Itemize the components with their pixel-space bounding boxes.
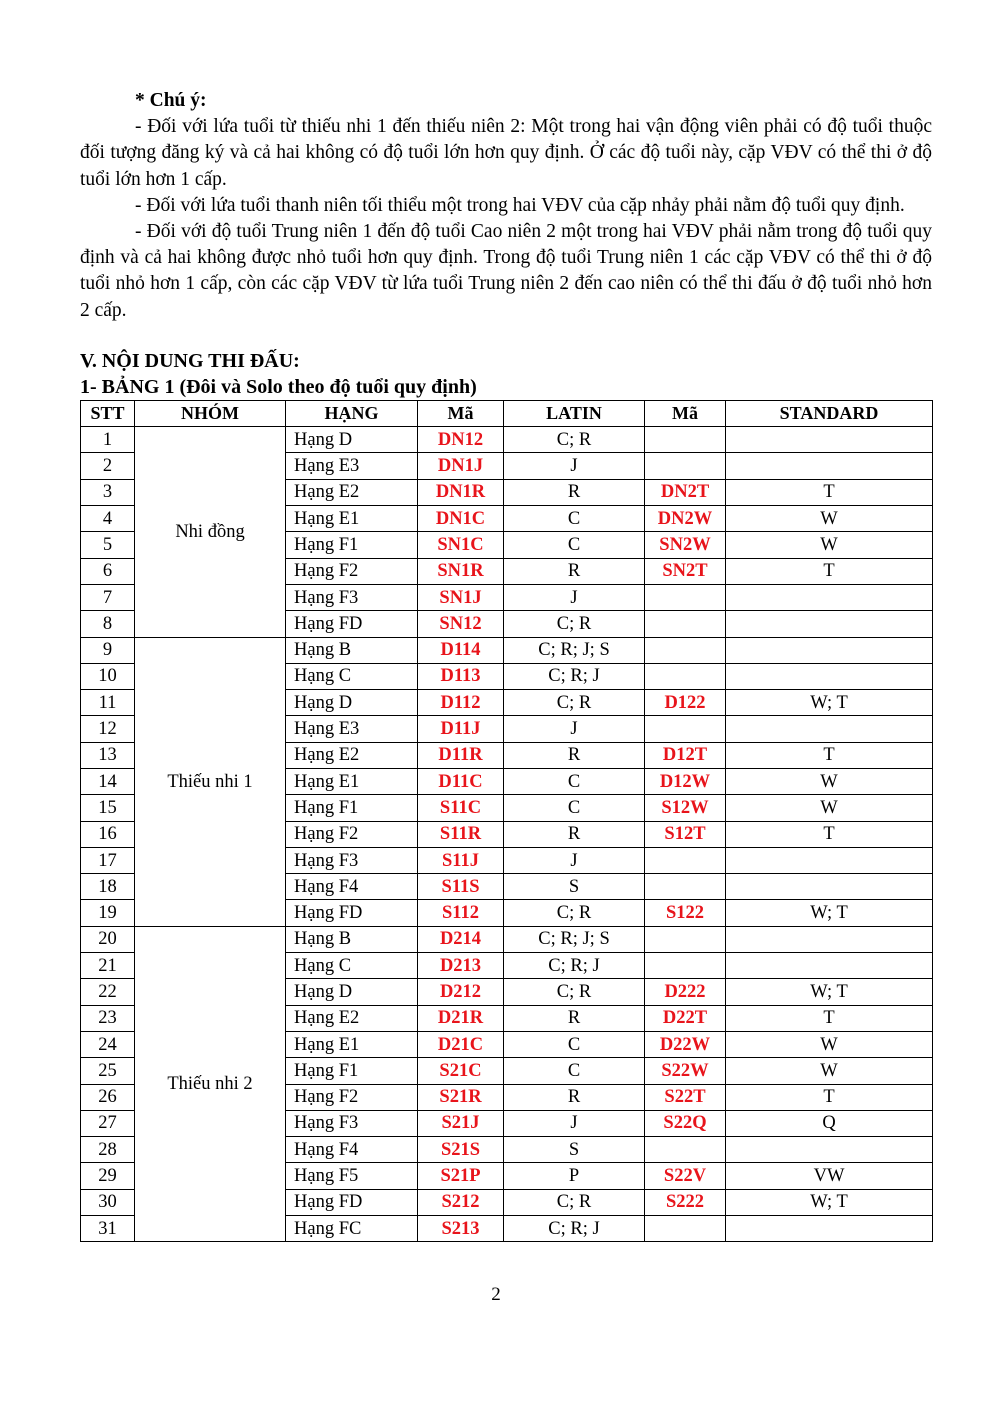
cell-latin-code: SN12 (418, 611, 504, 637)
cell-hang: Hạng D (286, 979, 418, 1005)
cell-standard-code: S22Q (645, 1110, 726, 1136)
cell-hang: Hạng E2 (286, 479, 418, 505)
cell-hang: Hạng E1 (286, 506, 418, 532)
cell-stt: 24 (81, 1031, 135, 1057)
cell-latin-code: D21C (418, 1031, 504, 1057)
cell-stt: 9 (81, 637, 135, 663)
cell-standard-code: S12W (645, 795, 726, 821)
cell-hang: Hạng E2 (286, 1005, 418, 1031)
cell-latin: C; R; J; S (504, 637, 645, 663)
cell-standard-code: S22W (645, 1058, 726, 1084)
cell-latin-code: D11C (418, 768, 504, 794)
cell-standard-code (645, 584, 726, 610)
cell-standard-code (645, 926, 726, 952)
cell-latin-code: D213 (418, 953, 504, 979)
cell-standard-code: S22T (645, 1084, 726, 1110)
cell-standard-code: S12T (645, 821, 726, 847)
cell-latin-code: DN1R (418, 479, 504, 505)
cell-stt: 7 (81, 584, 135, 610)
note-paragraph: - Đối với độ tuổi Trung niên 1 đến độ tuổi Cao niên 2 một trong hai VĐV phải nằm trong độ tuổi quy định và cả hai không được nhỏ tuổi hơn quy định. Trong độ tuổi Trung niên 1 các cặp VĐV có thể thi ở độ tuổi nhỏ hơn 1 cấp, còn các cặp VĐV từ lứa tuổi Trung niên 2 đến cao niên có thể thi đấu ở độ tuổi nhỏ hơn 2 cấp. (80, 221, 932, 321)
cell-latin-code: D114 (418, 637, 504, 663)
cell-standard: VW (726, 1163, 933, 1189)
cell-latin: R (504, 1084, 645, 1110)
note-paragraph: - Đối với lứa tuổi thanh niên tối thiểu một trong hai VĐV của cặp nhảy phải nằm độ tuổi quy định. (135, 194, 905, 216)
cell-stt: 19 (81, 900, 135, 926)
cell-standard: W (726, 795, 933, 821)
cell-standard (726, 637, 933, 663)
cell-latin: R (504, 1005, 645, 1031)
cell-standard-code (645, 847, 726, 873)
cell-latin: C (504, 795, 645, 821)
cell-standard-code: SN2W (645, 532, 726, 558)
cell-standard-code: D22W (645, 1031, 726, 1057)
cell-latin: R (504, 742, 645, 768)
cell-latin: J (504, 847, 645, 873)
cell-standard-code (645, 427, 726, 453)
cell-latin: J (504, 453, 645, 479)
cell-standard: T (726, 558, 933, 584)
cell-latin: C; R (504, 427, 645, 453)
cell-standard (726, 874, 933, 900)
cell-hang: Hạng D (286, 427, 418, 453)
cell-latin: C (504, 532, 645, 558)
cell-latin-code: D212 (418, 979, 504, 1005)
cell-stt: 28 (81, 1137, 135, 1163)
cell-latin-code: S21J (418, 1110, 504, 1136)
cell-hang: Hạng B (286, 926, 418, 952)
note-section (80, 88, 932, 324)
table-body (81, 427, 933, 1242)
cell-standard: W; T (726, 900, 933, 926)
cell-latin-code: SN1R (418, 558, 504, 584)
cell-stt: 30 (81, 1189, 135, 1215)
cell-standard (726, 584, 933, 610)
cell-standard: W (726, 506, 933, 532)
cell-latin: C; R; J (504, 1216, 645, 1242)
cell-standard (726, 953, 933, 979)
cell-stt: 31 (81, 1216, 135, 1242)
cell-latin-code: DN1C (418, 506, 504, 532)
cell-hang: Hạng F4 (286, 1137, 418, 1163)
cell-hang: Hạng FD (286, 1189, 418, 1215)
cell-hang: Hạng F3 (286, 1110, 418, 1136)
cell-standard-code: D122 (645, 690, 726, 716)
cell-latin-code: SN1C (418, 532, 504, 558)
cell-latin-code: S212 (418, 1189, 504, 1215)
cell-latin-code: D112 (418, 690, 504, 716)
cell-standard (726, 1216, 933, 1242)
cell-latin-code: S21R (418, 1084, 504, 1110)
cell-hang: Hạng F4 (286, 874, 418, 900)
cell-stt: 10 (81, 663, 135, 689)
cell-stt: 8 (81, 611, 135, 637)
cell-latin: C; R (504, 1189, 645, 1215)
cell-latin: C (504, 506, 645, 532)
cell-hang: Hạng F3 (286, 847, 418, 873)
cell-standard-code (645, 953, 726, 979)
cell-hang: Hạng F2 (286, 1084, 418, 1110)
cell-standard-code: DN2W (645, 506, 726, 532)
cell-latin: C (504, 768, 645, 794)
section-title: V. NỘI DUNG THI ĐẤU: (80, 349, 300, 372)
table-header-row (81, 400, 933, 426)
cell-stt: 4 (81, 506, 135, 532)
cell-stt: 11 (81, 690, 135, 716)
cell-standard-code (645, 637, 726, 663)
cell-hang: Hạng FC (286, 1216, 418, 1242)
cell-latin: R (504, 821, 645, 847)
cell-standard: T (726, 1005, 933, 1031)
cell-latin: J (504, 584, 645, 610)
cell-stt: 3 (81, 479, 135, 505)
cell-latin-code: S213 (418, 1216, 504, 1242)
cell-hang: Hạng E3 (286, 716, 418, 742)
cell-latin: S (504, 1137, 645, 1163)
cell-standard: W; T (726, 979, 933, 1005)
cell-latin-code: S11S (418, 874, 504, 900)
cell-stt: 15 (81, 795, 135, 821)
header-ma-latin: Mã (418, 400, 504, 426)
cell-standard: Q (726, 1110, 933, 1136)
cell-standard (726, 453, 933, 479)
cell-hang: Hạng C (286, 953, 418, 979)
cell-latin: C; R (504, 690, 645, 716)
cell-standard: W; T (726, 690, 933, 716)
cell-standard (726, 427, 933, 453)
cell-latin: J (504, 716, 645, 742)
cell-standard: T (726, 479, 933, 505)
cell-hang: Hạng F5 (286, 1163, 418, 1189)
cell-standard-code (645, 611, 726, 637)
cell-latin-code: DN12 (418, 427, 504, 453)
cell-latin-code: DN1J (418, 453, 504, 479)
cell-group-name: Thiếu nhi 2 (135, 926, 286, 1242)
cell-latin-code: SN1J (418, 584, 504, 610)
cell-latin-code: D113 (418, 663, 504, 689)
cell-stt: 16 (81, 821, 135, 847)
cell-standard-code (645, 1137, 726, 1163)
cell-hang: Hạng D (286, 690, 418, 716)
cell-standard-code: S122 (645, 900, 726, 926)
cell-standard-code: S22V (645, 1163, 726, 1189)
cell-latin: C (504, 1058, 645, 1084)
cell-stt: 5 (81, 532, 135, 558)
cell-latin: C; R (504, 900, 645, 926)
cell-hang: Hạng F2 (286, 821, 418, 847)
cell-standard (726, 1137, 933, 1163)
cell-latin-code: D214 (418, 926, 504, 952)
cell-latin: C; R (504, 979, 645, 1005)
cell-latin-code: D21R (418, 1005, 504, 1031)
cell-standard-code (645, 1216, 726, 1242)
cell-standard (726, 716, 933, 742)
cell-standard-code (645, 716, 726, 742)
cell-standard: W (726, 768, 933, 794)
cell-standard-code (645, 874, 726, 900)
cell-hang: Hạng FD (286, 611, 418, 637)
cell-standard (726, 663, 933, 689)
cell-standard-code (645, 663, 726, 689)
cell-stt: 25 (81, 1058, 135, 1084)
cell-stt: 21 (81, 953, 135, 979)
cell-stt: 6 (81, 558, 135, 584)
cell-hang: Hạng F3 (286, 584, 418, 610)
cell-hang: Hạng F2 (286, 558, 418, 584)
cell-standard-code: SN2T (645, 558, 726, 584)
header-stt: STT (81, 400, 135, 426)
cell-stt: 20 (81, 926, 135, 952)
cell-group-name: Thiếu nhi 1 (135, 637, 286, 926)
cell-standard: T (726, 821, 933, 847)
cell-standard: T (726, 1084, 933, 1110)
cell-standard-code: D222 (645, 979, 726, 1005)
cell-latin-code: D11R (418, 742, 504, 768)
cell-latin: R (504, 558, 645, 584)
cell-latin: C; R; J; S (504, 926, 645, 952)
cell-standard: T (726, 742, 933, 768)
note-heading: * Chú ý: (135, 90, 207, 111)
cell-standard (726, 611, 933, 637)
cell-hang: Hạng E1 (286, 1031, 418, 1057)
cell-latin: S (504, 874, 645, 900)
cell-stt: 22 (81, 979, 135, 1005)
cell-hang: Hạng F1 (286, 532, 418, 558)
cell-stt: 27 (81, 1110, 135, 1136)
cell-standard-code: S222 (645, 1189, 726, 1215)
cell-hang: Hạng C (286, 663, 418, 689)
cell-stt: 13 (81, 742, 135, 768)
cell-hang: Hạng F1 (286, 795, 418, 821)
table-row (81, 926, 933, 952)
cell-standard: W (726, 1058, 933, 1084)
cell-hang: Hạng B (286, 637, 418, 663)
cell-standard-code: D22T (645, 1005, 726, 1031)
cell-stt: 14 (81, 768, 135, 794)
cell-latin: P (504, 1163, 645, 1189)
table-row (81, 427, 933, 453)
cell-standard-code (645, 453, 726, 479)
cell-stt: 18 (81, 874, 135, 900)
cell-latin: R (504, 479, 645, 505)
cell-stt: 1 (81, 427, 135, 453)
note-paragraph: - Đối với lứa tuổi từ thiếu nhi 1 đến thiếu niên 2: Một trong hai vận động viên phải có độ tuổi thuộc đối tượng đăng ký và cả hai không có độ tuổi lớn hơn quy định. Ở các độ tuổi này, cặp VĐV có thể thi ở độ tuổi lớn hơn 1 cấp. (80, 116, 932, 190)
cell-group-name: Nhi đồng (135, 427, 286, 637)
cell-hang: Hạng F1 (286, 1058, 418, 1084)
header-latin: LATIN (504, 400, 645, 426)
cell-latin: C; R; J (504, 953, 645, 979)
cell-standard-code: DN2T (645, 479, 726, 505)
cell-latin-code: S112 (418, 900, 504, 926)
cell-standard-code: D12W (645, 768, 726, 794)
cell-hang: Hạng E3 (286, 453, 418, 479)
table-title: 1- BẢNG 1 (Đôi và Solo theo độ tuổi quy định) (80, 375, 477, 398)
competition-table (80, 400, 933, 1243)
cell-latin-code: S21P (418, 1163, 504, 1189)
cell-standard (726, 847, 933, 873)
cell-latin-code: S21S (418, 1137, 504, 1163)
cell-stt: 2 (81, 453, 135, 479)
document-page (80, 88, 932, 1242)
cell-hang: Hạng FD (286, 900, 418, 926)
cell-standard: W (726, 1031, 933, 1057)
header-nhom: NHÓM (135, 400, 286, 426)
header-hang: HẠNG (286, 400, 418, 426)
cell-stt: 12 (81, 716, 135, 742)
cell-stt: 17 (81, 847, 135, 873)
cell-stt: 26 (81, 1084, 135, 1110)
header-standard: STANDARD (726, 400, 933, 426)
cell-latin-code: S21C (418, 1058, 504, 1084)
cell-standard (726, 926, 933, 952)
cell-latin: C (504, 1031, 645, 1057)
cell-standard: W (726, 532, 933, 558)
cell-standard-code: D12T (645, 742, 726, 768)
cell-latin: J (504, 1110, 645, 1136)
cell-latin-code: S11C (418, 795, 504, 821)
cell-latin: C; R (504, 611, 645, 637)
table-row (81, 637, 933, 663)
cell-latin-code: D11J (418, 716, 504, 742)
cell-hang: Hạng E1 (286, 768, 418, 794)
cell-standard: W; T (726, 1189, 933, 1215)
page-number: 2 (491, 1284, 501, 1305)
cell-latin-code: S11J (418, 847, 504, 873)
cell-hang: Hạng E2 (286, 742, 418, 768)
cell-stt: 23 (81, 1005, 135, 1031)
cell-stt: 29 (81, 1163, 135, 1189)
header-ma-standard: Mã (645, 400, 726, 426)
cell-latin: C; R; J (504, 663, 645, 689)
cell-latin-code: S11R (418, 821, 504, 847)
